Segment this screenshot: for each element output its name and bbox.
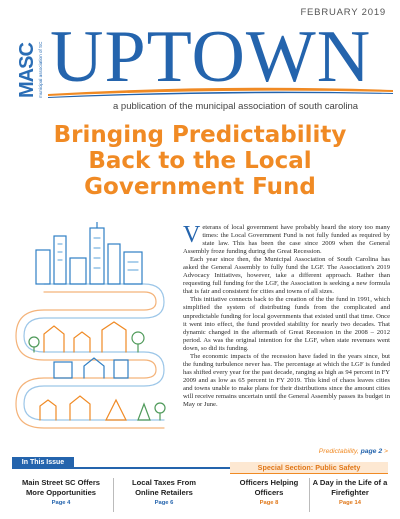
masthead-tagline: a publication of the municipal association of south carolina: [113, 101, 359, 112]
headline-line-2: Back to the Local: [88, 148, 312, 174]
issue-item-page: Page 14: [339, 500, 361, 507]
special-section-rule: [230, 473, 388, 474]
issue-item-page: Page 6: [154, 500, 174, 507]
article-paragraph-4: The economic impacts of the recession have faded in the years since, but the funding turbulence never has. The percentage at which the LGF is funded has shifted every year for the past decade, ranging as high as 94 percent in FY 2009 and as low as 65 percent in FY 2019. This kind of chaos leaves cities and towns unable to make plans for their distributions since the amount cities will receive remains uncertain until the General Assembly passes its budget in May or June.: [183, 352, 390, 409]
issue-item-title: A Day in the Life of a Firefighter: [312, 478, 388, 497]
issue-date: FEBRUARY 2019: [300, 7, 386, 18]
article-paragraph-3: This initiative connects back to the creation of the the fund in 1991, which simplified the system of distributing funds from the complicated and unpredictable funding for local governments that existed until that time. Once it went into effect, the fund provided stability for nearly two decades. That dynamic changed in the aftermath of Great Recession in the 2008 – 2012 period. As was the original intention for the LGF, when state revenues went down, so did its funding.: [183, 296, 390, 352]
article-paragraph-2: Each year since then, the Municipal Association of South Carolina has asked the General Assembly to fully fund the LGF. The Association's 2019 Advocacy Initiatives, however, take a different approach. Rather than requesting full funding for the LGF, the Association is seeking a new formula that is fair and consistent for cities and towns of all sizes.: [183, 256, 390, 296]
issue-item-title: Local Taxes From Online Retailers: [131, 478, 196, 497]
issue-divider: [309, 478, 310, 512]
issue-item-title: Officers Helping Officers: [239, 478, 299, 497]
issue-item-firefighter[interactable]: [311, 478, 389, 506]
masc-logo-subtext: municipal association of SC: [38, 41, 43, 98]
masc-logo: [14, 40, 48, 98]
headline-line-3: Government Fund: [84, 174, 316, 200]
issue-item-page: Page 8: [259, 500, 279, 507]
masthead-title: UPTOWN: [50, 16, 372, 98]
city-illustration: [14, 222, 174, 452]
continue-arrow-icon: >: [384, 448, 388, 455]
masc-logo-text: MASC: [16, 43, 38, 98]
in-this-issue-rule: [12, 467, 230, 469]
issue-item-local-taxes[interactable]: [116, 478, 212, 506]
issue-item-page: Page 4: [51, 500, 71, 507]
article-paragraph-1: Veterans of local government have probably heard the story too many times: the Local Government Fund is not fully funded as required by state law. This has been the case since 2009 when the General Assembly froze funding during the Great Recession.: [183, 222, 390, 256]
issue-item-officers[interactable]: [230, 478, 308, 506]
issue-item-main-street[interactable]: [12, 478, 110, 506]
continue-link[interactable]: Predictability, page 2 >: [318, 448, 388, 455]
masthead-swoosh: [48, 86, 393, 98]
special-section-label: Special Section: Public Safety: [230, 462, 388, 474]
drop-cap: V: [183, 222, 201, 248]
headline-line-1: Bringing Predictability: [53, 122, 347, 148]
headline: [20, 122, 380, 200]
continue-page: page 2: [360, 448, 383, 455]
article-body: [183, 224, 390, 409]
issue-item-title: Main Street SC Offers More Opportunities: [21, 478, 101, 497]
issue-divider: [113, 478, 114, 512]
in-this-issue-tab: In This Issue: [12, 457, 74, 468]
